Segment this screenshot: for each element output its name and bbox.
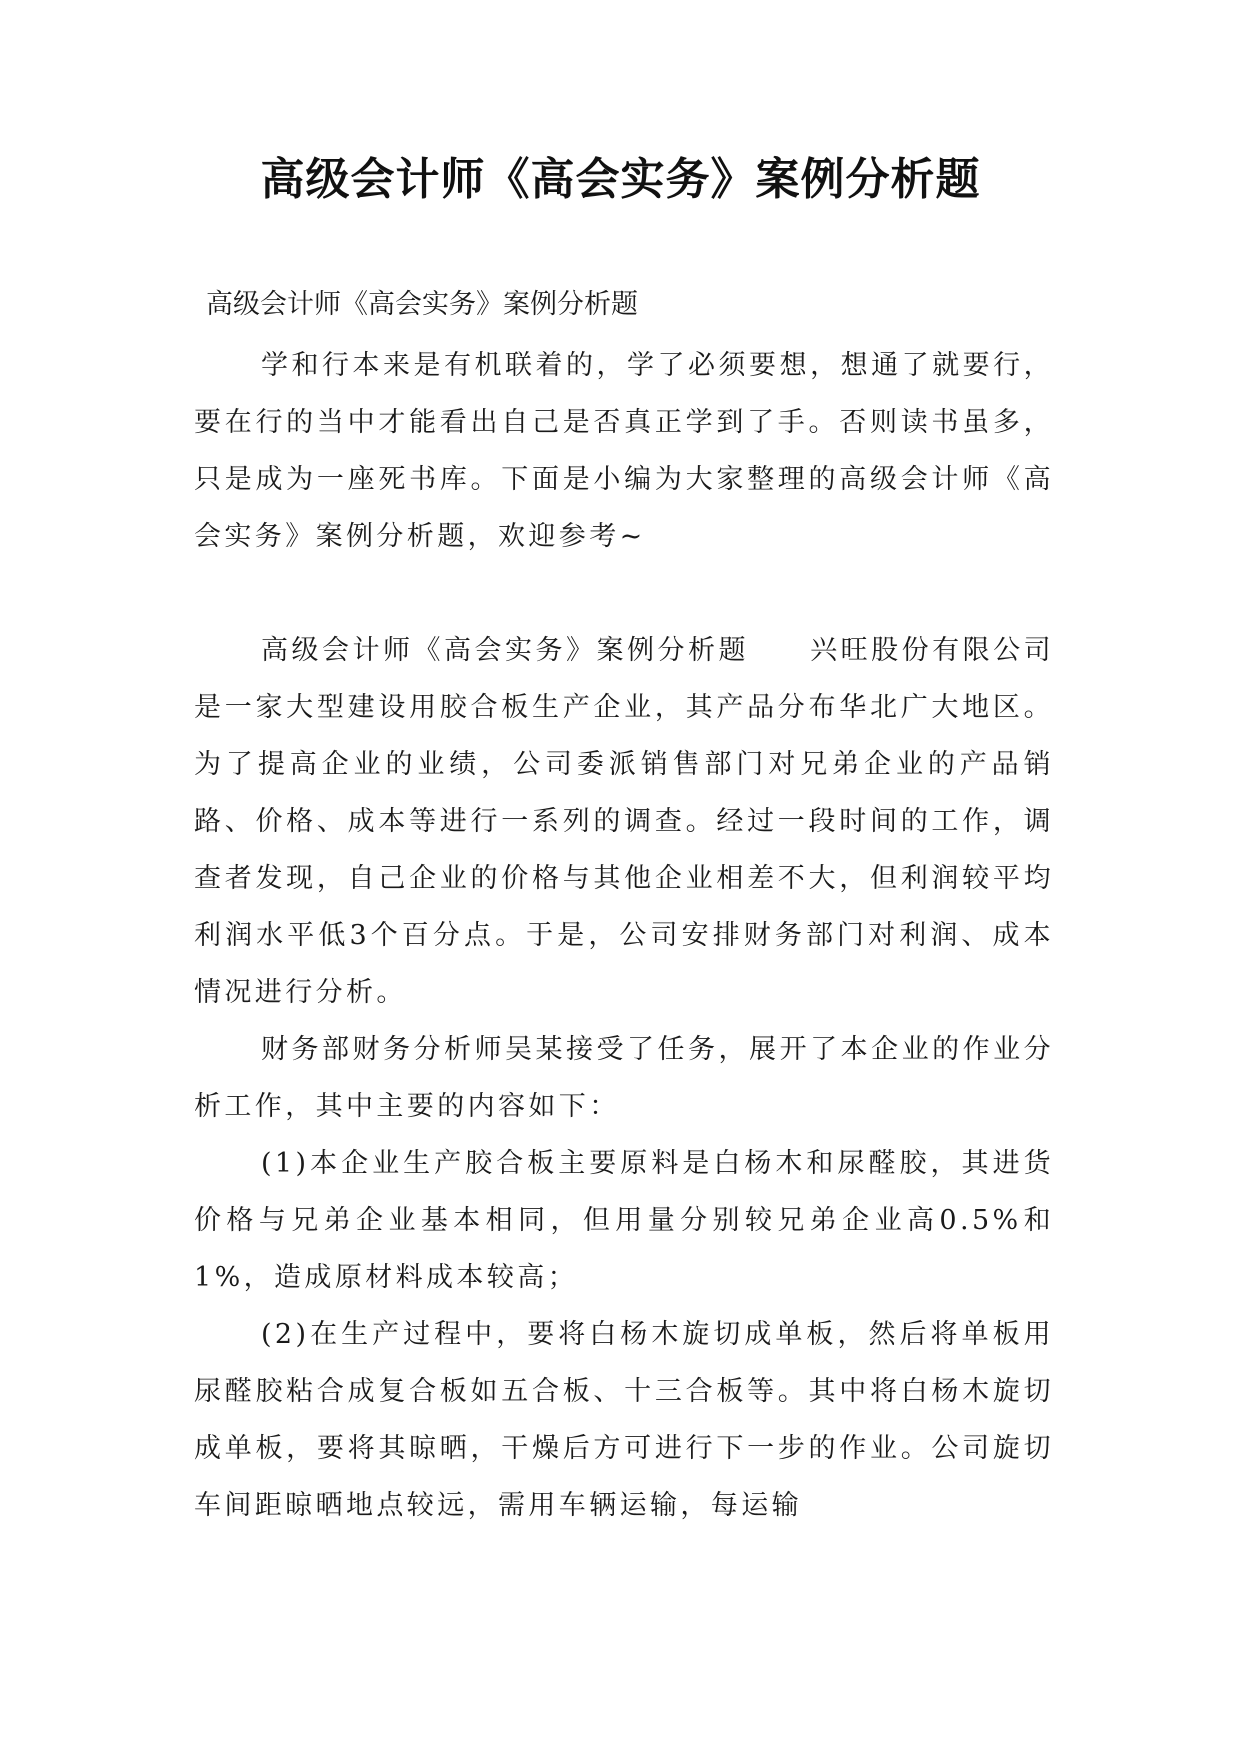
paragraph-intro: 学和行本来是有机联着的，学了必须要想，想通了就要行，要在行的当中才能看出自己是否真正学到了手。否则读书虽多，只是成为一座死书库。下面是小编为大家整理的高级会计师《高会实务》案例分析题，欢迎参考~ bbox=[194, 350, 1054, 552]
document-subtitle: 高级会计师《高会实务》案例分析题 bbox=[206, 289, 638, 320]
paragraph-item-2: (2)在生产过程中，要将白杨木旋切成单板，然后将单板用尿醛胶粘合成复合板如五合板、十三合板等。其中将白杨木旋切成单板，要将其晾晒，干燥后方可进行下一步的作业。公司旋切车间距晾晒地点较远，需用车辆运输，每运输 bbox=[194, 1319, 1054, 1521]
paragraph-analysis-task: 财务部财务分析师吴某接受了任务，展开了本企业的作业分析工作，其中主要的内容如下： bbox=[194, 1034, 1054, 1122]
document-title: 高级会计师《高会实务》案例分析题 bbox=[260, 154, 981, 205]
paragraph-case-background: 高级会计师《高会实务》案例分析题 兴旺股份有限公司是一家大型建设用胶合板生产企业，其产品分布华北广大地区。为了提高企业的业绩，公司委派销售部门对兄弟企业的产品销路、价格、成本等进行一系列的调查。经过一段时间的工作，调查者发现，自己企业的价格与其他企业相差不大，但利润较平均利润水平低3个百分点。于是，公司安排财务部门对利润、成本情况进行分析。 bbox=[194, 635, 1054, 1008]
paragraph-item-1: (1)本企业生产胶合板主要原料是白杨木和尿醛胶，其进货价格与兄弟企业基本相同，但用量分别较兄弟企业高0.5%和1%，造成原材料成本较高； bbox=[194, 1148, 1054, 1293]
document-body bbox=[194, 285, 1054, 1534]
paragraph-spacer bbox=[194, 565, 1054, 622]
